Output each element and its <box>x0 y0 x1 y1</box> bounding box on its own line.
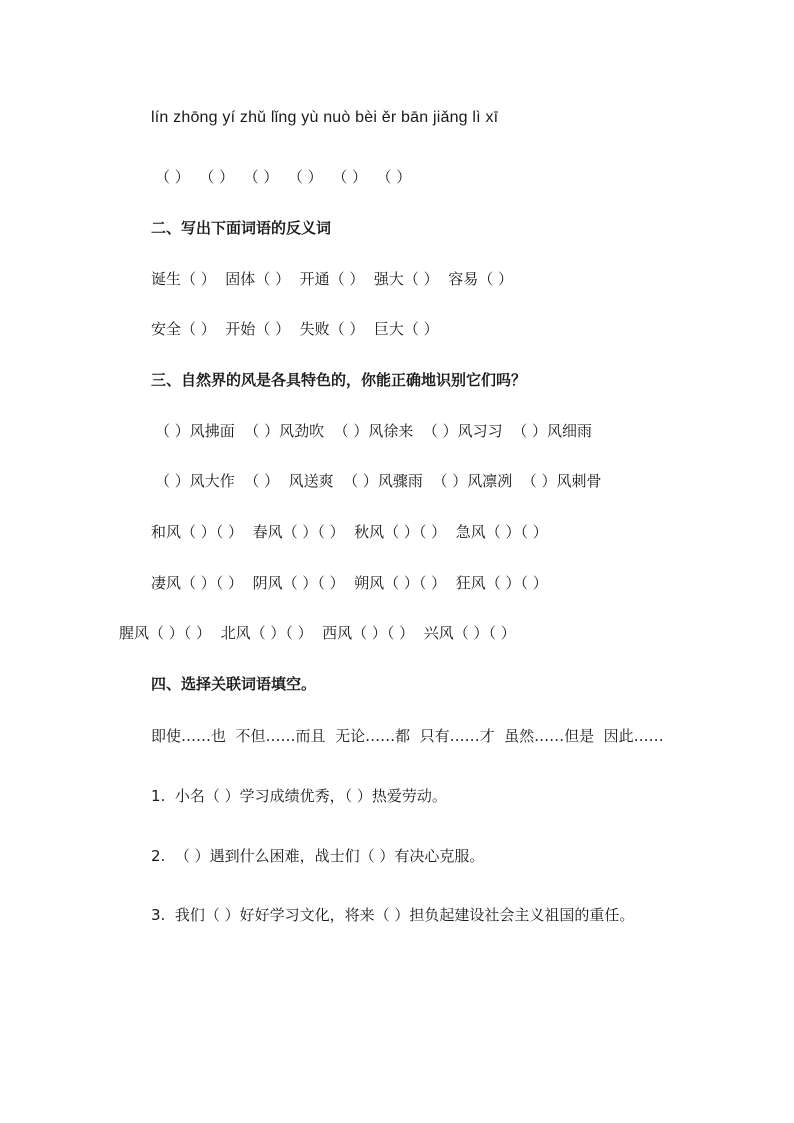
wind-row-2: （ ）风大作 （ ） 风送爽 （ ）风骤雨 （ ）风凛冽 （ ）风刺骨 <box>155 472 602 490</box>
antonym-row-2: 安全（ ） 开始（ ） 失败（ ） 巨大（ ） <box>151 320 439 338</box>
conjunction-options: 即使……也 不但……而且 无论……都 只有……才 虽然……但是 因此…… <box>151 727 664 745</box>
question-2: 2. （ ）遇到什么困难，战士们（ ）有决心克服。 <box>151 847 485 865</box>
wind-row-5: 腥风（ ）（ ） 北风（ ）（ ） 西风（ ）（ ） 兴风（ ）（ ） <box>119 624 516 642</box>
wind-row-1: （ ）风拂面 （ ）风劲吹 （ ）风徐来 （ ）风习习 （ ）风细雨 <box>155 422 592 440</box>
antonym-row-1: 诞生（ ） 固体（ ） 开通（ ） 强大（ ） 容易（ ） <box>151 270 513 288</box>
section-2-title: 二、写出下面词语的反义词 <box>151 219 332 237</box>
section-3-title: 三、自然界的风是各具特色的，你能正确地识别它们吗？ <box>151 371 527 389</box>
wind-row-4: 凄风（ ）（ ） 阴风（ ）（ ） 朔风（ ）（ ） 狂风（ ）（ ） <box>151 574 548 592</box>
wind-row-3: 和风（ ）（ ） 春风（ ）（ ） 秋风（ ）（ ） 急风（ ）（ ） <box>151 523 548 541</box>
question-3: 3. 我们（ ）好好学习文化，将来（ ）担负起建设社会主义祖国的重任。 <box>151 906 635 924</box>
pinyin-line: lín zhōng yí zhǔ lǐng yù nuò bèi ěr bān jiǎng lì xī <box>151 109 499 126</box>
question-1: 1. 小名（ ）学习成绩优秀，（ ）热爱劳动。 <box>151 787 447 805</box>
pinyin-answer-blanks: （ ） （ ） （ ） （ ） （ ） （ ） <box>155 168 412 186</box>
section-4-title: 四、选择关联词语填空。 <box>151 675 317 693</box>
